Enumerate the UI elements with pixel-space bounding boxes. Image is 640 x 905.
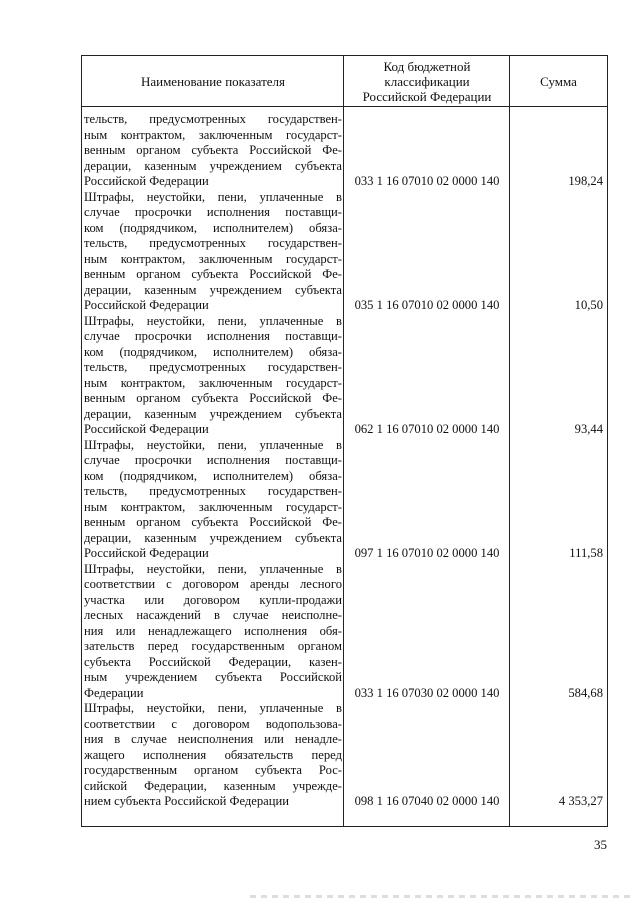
- budget-code: 097 1 16 07010 02 0000 140: [354, 546, 500, 560]
- indicator-name-line: Штрафы, неустойки, пени, уплаченные в: [84, 701, 342, 715]
- table-row: [82, 562, 607, 702]
- indicator-name-line: случае просрочки исполнения поставщи-: [84, 453, 342, 467]
- indicator-name-line: жащего исполнения обязательств перед: [84, 747, 342, 762]
- indicator-name-line: венным органом субъекта Российской Фе-: [84, 391, 342, 405]
- indicator-name-line: тельств, предусмотренных государствен-: [84, 360, 342, 374]
- indicator-name: [84, 701, 342, 810]
- indicator-name-line: Штрафы, неустойки, пени, уплаченные в: [84, 561, 342, 576]
- indicator-name-line: участка или договором купли-продажи: [84, 592, 342, 607]
- scan-artifact: [250, 895, 630, 898]
- indicator-name: [84, 190, 342, 314]
- table-row: [82, 314, 607, 438]
- budget-code: 062 1 16 07010 02 0000 140: [354, 422, 500, 436]
- table-row: [82, 190, 607, 314]
- indicator-name: [84, 438, 342, 562]
- header-code-column: Код бюджетной классификации Российской Федерации: [362, 58, 492, 104]
- indicator-name-line: зательств перед государственным органом: [84, 639, 342, 653]
- indicator-name-line: Федерации: [84, 685, 144, 700]
- indicator-name-line: венным органом субъекта Российской Фе-: [84, 267, 342, 281]
- budget-code: 033 1 16 07030 02 0000 140: [354, 685, 500, 700]
- indicator-name-line: Российской Федерации: [84, 174, 209, 188]
- indicator-name-line: венным органом субъекта Российской Фе-: [84, 143, 342, 157]
- indicator-name: [84, 314, 342, 438]
- indicator-name-line: ным контрактом, заключенным государст-: [84, 251, 342, 266]
- amount: 93,44: [574, 422, 603, 436]
- indicator-name-line: соответствии с договором водопользова-: [84, 716, 342, 731]
- indicator-name-line: субъекта Российской Федерации, казен-: [84, 654, 342, 669]
- indicator-name-line: дерации, казенным учреждением субъекта: [84, 158, 342, 173]
- indicator-name-line: соответствии с договором аренды лесного: [84, 577, 342, 591]
- indicator-name-line: ком (подрядчиком, исполнителем) обяза-: [84, 344, 342, 359]
- indicator-name-line: дерации, казенным учреждением субъекта: [84, 406, 342, 421]
- indicator-name-line: Российской Федерации: [84, 422, 209, 436]
- indicator-name-line: тельств, предусмотренных государствен-: [84, 112, 342, 126]
- indicator-name-line: ным контрактом, заключенным государст-: [84, 499, 342, 514]
- page-number: 35: [594, 837, 607, 852]
- budget-code: 033 1 16 07010 02 0000 140: [354, 174, 500, 188]
- indicator-name-line: дерации, казенным учреждением субъекта: [84, 530, 342, 545]
- table-row: [82, 701, 607, 810]
- indicator-name-line: лесных насаждений в случае неисполне-: [84, 608, 342, 622]
- table-row: [82, 438, 607, 562]
- indicator-name-line: ком (подрядчиком, исполнителем) обяза-: [84, 468, 342, 483]
- amount: 10,50: [574, 298, 603, 312]
- budget-code: 035 1 16 07010 02 0000 140: [354, 298, 500, 312]
- indicator-name: [84, 562, 342, 702]
- table-header: [82, 56, 607, 107]
- indicator-name-line: нием субъекта Российской Федерации: [84, 794, 289, 808]
- indicator-name-line: Российской Федерации: [84, 298, 209, 312]
- indicator-name-line: Российской Федерации: [84, 546, 209, 560]
- amount: 111,58: [569, 546, 603, 560]
- indicator-name-line: венным органом субъекта Российской Фе-: [84, 515, 342, 529]
- indicator-name-line: ным контрактом, заключенным государст-: [84, 375, 342, 390]
- header-sum-column: Сумма: [540, 73, 577, 89]
- indicator-name-line: случае просрочки исполнения поставщи-: [84, 205, 342, 219]
- budget-code: 098 1 16 07040 02 0000 140: [354, 794, 500, 808]
- indicator-name-line: ния или ненадлежащего исполнения обя-: [84, 623, 342, 638]
- indicator-name-line: Штрафы, неустойки, пени, уплаченные в: [84, 437, 342, 452]
- indicator-name-line: ным контрактом, заключенным государст-: [84, 127, 342, 142]
- budget-table: [81, 55, 608, 827]
- indicator-name: [84, 112, 342, 190]
- amount: 198,24: [568, 174, 603, 188]
- amount: 4 353,27: [558, 794, 603, 808]
- indicator-name-line: тельств, предусмотренных государствен-: [84, 484, 342, 498]
- indicator-name-line: ным учреждением субъекта Российской: [84, 670, 342, 684]
- indicator-name-line: случае просрочки исполнения поставщи-: [84, 329, 342, 343]
- indicator-name-line: Штрафы, неустойки, пени, уплаченные в: [84, 313, 342, 328]
- header-name-column: Наименование показателя: [140, 73, 286, 89]
- indicator-name-line: сийской Федерации, казенным учрежде-: [84, 778, 342, 793]
- table-row: [82, 112, 607, 190]
- indicator-name-line: Штрафы, неустойки, пени, уплаченные в: [84, 189, 342, 204]
- indicator-name-line: ния в случае неисполнения или ненадле-: [84, 732, 342, 746]
- indicator-name-line: дерации, казенным учреждением субъекта: [84, 282, 342, 297]
- indicator-name-line: ком (подрядчиком, исполнителем) обяза-: [84, 220, 342, 235]
- indicator-name-line: тельств, предусмотренных государствен-: [84, 236, 342, 250]
- indicator-name-line: государственным органом субъекта Рос-: [84, 763, 342, 777]
- amount: 584,68: [568, 685, 603, 700]
